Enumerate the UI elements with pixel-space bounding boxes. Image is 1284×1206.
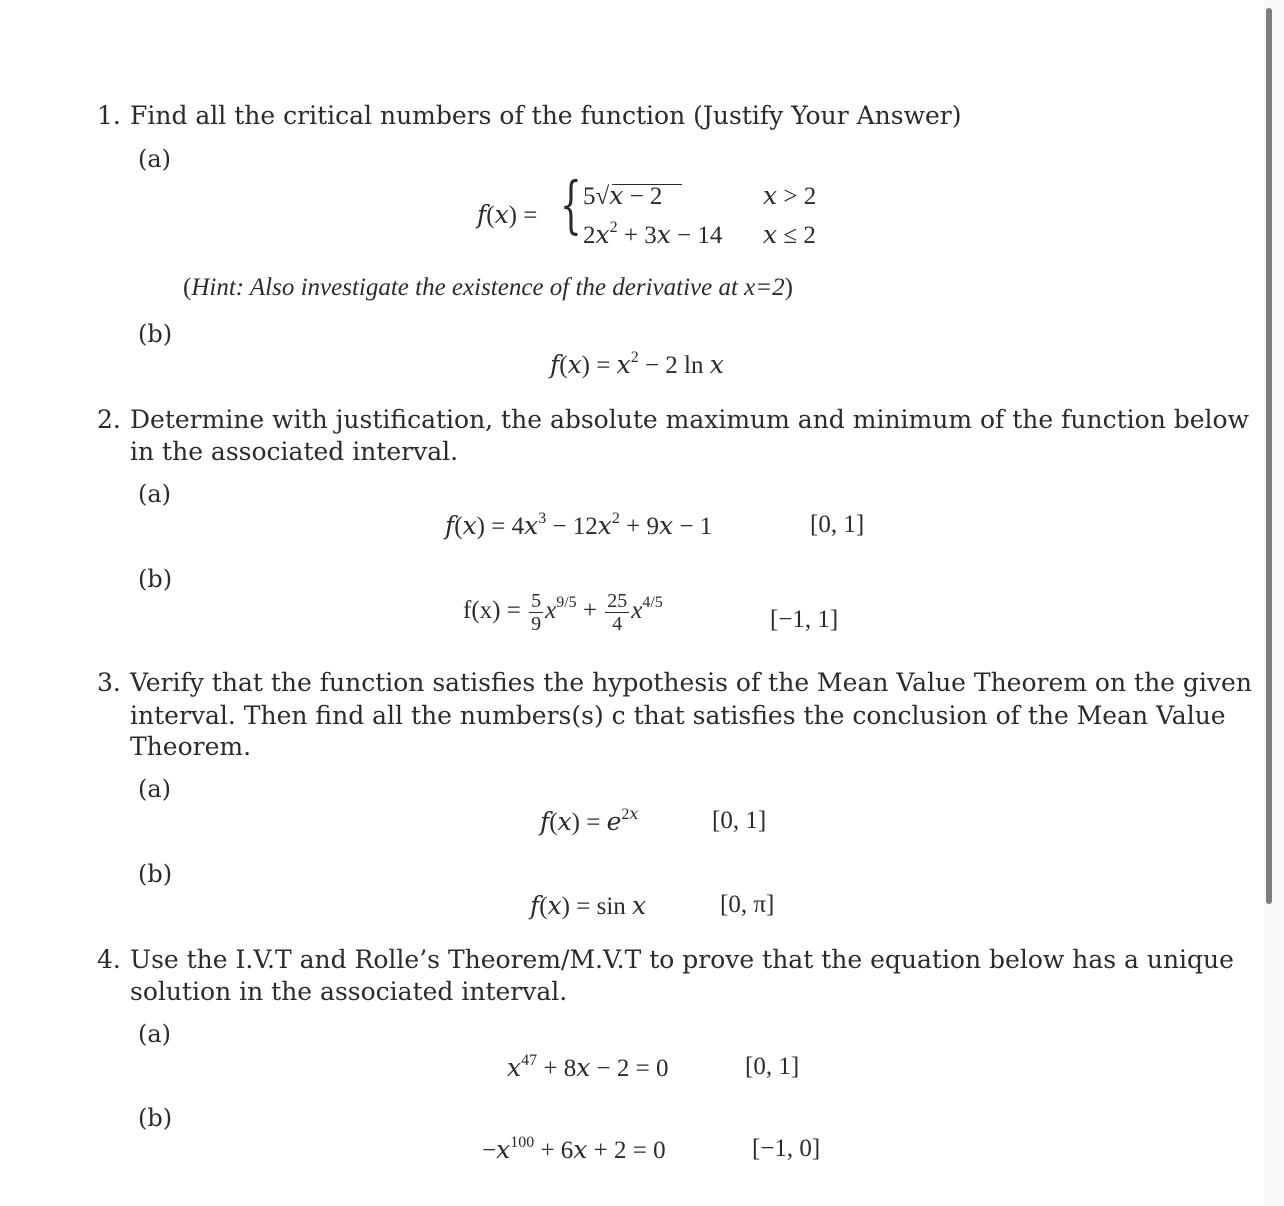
q1a-case2-expr: 2𝑥$^2$ + 3𝑥 − 14 bbox=[583, 219, 723, 249]
vertical-scrollbar-thumb[interactable] bbox=[1266, 8, 1272, 904]
q3a-label: (a) bbox=[138, 775, 172, 803]
q1a-case2-cond: 𝑥 ≤ 2 bbox=[763, 222, 816, 249]
q1b-formula: 𝑓(𝑥) = 𝑥$^2$ − 2 ln 𝑥 bbox=[550, 349, 724, 379]
q3b-label: (b) bbox=[138, 860, 173, 888]
q2b-formula: f(x) = $\frac{5}{9}$ $x^{9/5}$ + $\frac{25}{4}$ $x^{4/5}$ bbox=[463, 590, 663, 635]
q1a-case1-expr: 5√𝑥 − 2 bbox=[583, 183, 663, 210]
q4a-label: (a) bbox=[138, 1020, 172, 1048]
q1a-hint: (Hint: Also investigate the existence of the derivative at x=2) bbox=[183, 274, 793, 301]
q2-number: 2. bbox=[97, 405, 121, 434]
q4-number: 4. bbox=[97, 945, 121, 974]
q2-line2: in the associated interval. bbox=[130, 437, 459, 466]
piecewise-brace: { bbox=[560, 168, 582, 241]
q1-text: Find all the critical numbers of the function (Justify Your Answer) bbox=[130, 101, 962, 130]
q3b-formula: 𝑓(𝑥) = sin 𝑥 bbox=[530, 893, 647, 920]
q4a-interval: [0, 1] bbox=[745, 1053, 800, 1080]
q1a-label: (a) bbox=[138, 145, 172, 173]
q4b-interval: [−1, 0] bbox=[752, 1135, 821, 1162]
q2a-formula: 𝑓(𝑥) = 4𝑥$^3$ − 12𝑥$^2$ + 9𝑥 − 1 bbox=[445, 510, 713, 540]
q4-line2: solution in the associated interval. bbox=[130, 977, 568, 1006]
q2-line1: Determine with justification, the absolute maximum and minimum of the function below bbox=[130, 405, 1249, 434]
q3a-interval: [0, 1] bbox=[712, 807, 767, 834]
q2b-label: (b) bbox=[138, 565, 173, 593]
q1a-case1-cond: 𝑥 > 2 bbox=[763, 183, 817, 210]
q3-line3: Theorem. bbox=[130, 732, 252, 761]
q4-line1: Use the I.V.T and Rolle’s Theorem/M.V.T to prove that the equation below has a unique bbox=[130, 945, 1234, 974]
q1-number: 1. bbox=[97, 101, 121, 130]
q2a-label: (a) bbox=[138, 480, 172, 508]
q3-line2: interval. Then find all the numbers(s) c that satisfies the conclusion of the Mean Value bbox=[130, 701, 1226, 730]
q3-number: 3. bbox=[97, 668, 121, 697]
q4b-label: (b) bbox=[138, 1104, 173, 1132]
q3-line1: Verify that the function satisfies the hypothesis of the Mean Value Theorem on the given bbox=[130, 668, 1252, 697]
q2a-interval: [0, 1] bbox=[810, 511, 865, 538]
q4a-formula: 𝑥$^{47}$ + 8𝑥 − 2 = 0 bbox=[507, 1052, 669, 1082]
q3a-formula: 𝑓(𝑥) = 𝑒$^{2𝑥}$ bbox=[540, 806, 639, 836]
q3b-interval: [0, π] bbox=[720, 891, 775, 918]
q2b-interval: [−1, 1] bbox=[770, 606, 839, 633]
sqrt-bar bbox=[612, 184, 682, 185]
q4b-formula: −𝑥$^{100}$ + 6𝑥 + 2 = 0 bbox=[482, 1134, 666, 1164]
q1b-label: (b) bbox=[138, 320, 173, 348]
q1a-lhs: 𝑓(𝑥) = bbox=[477, 202, 538, 229]
